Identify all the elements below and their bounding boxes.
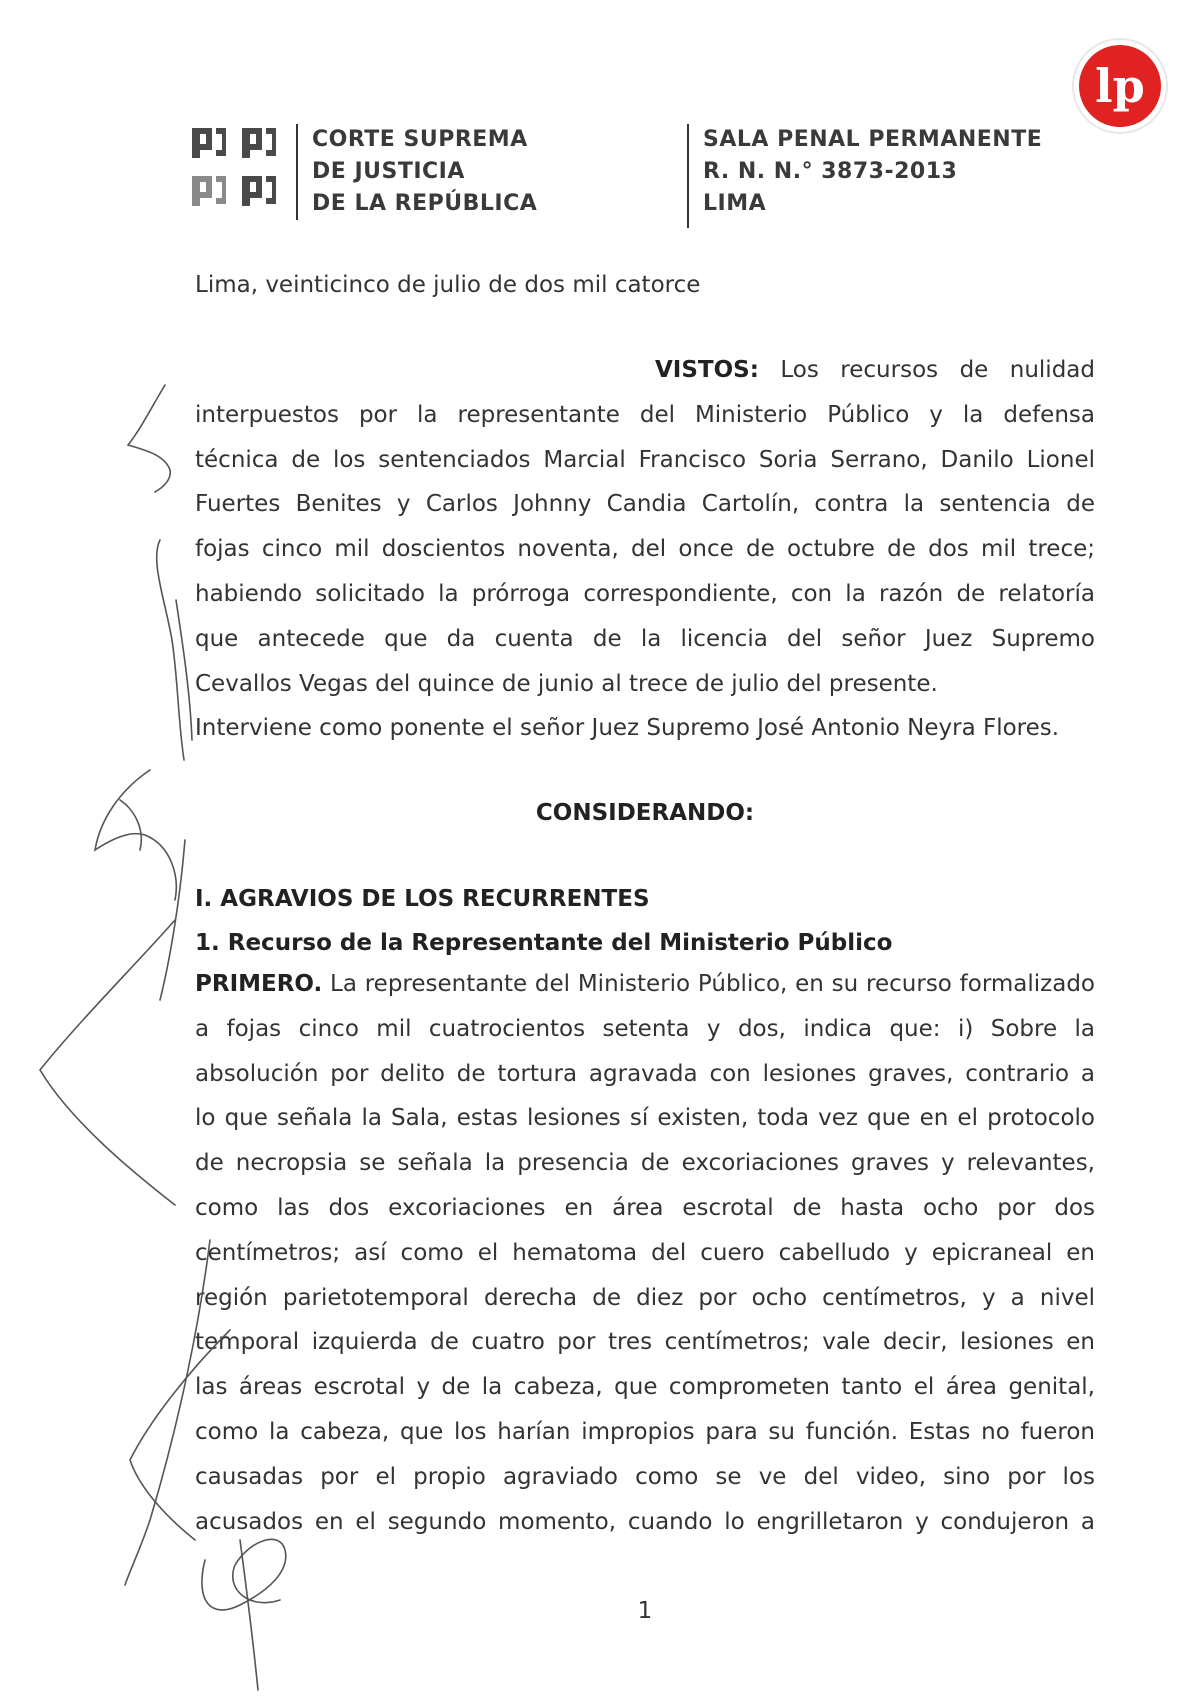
section-title: I. AGRAVIOS DE LOS RECURRENTES (195, 886, 650, 912)
paragraph-line: absolución por delito de tortura agravada con lesiones graves, contrario a (195, 1060, 1095, 1087)
header-divider-left (296, 124, 298, 220)
line-text: Los recursos de nulidad (780, 357, 1095, 383)
paragraph-line: las áreas escrotal y de la cabeza, que comprometen tanto el área genital, (195, 1374, 1095, 1401)
subsection-title: 1. Recurso de la Representante del Ministerio Público (195, 930, 893, 956)
case-city: LIMA (703, 191, 767, 216)
paragraph-line: acusados en el segundo momento, cuando lo engrilletaron y condujeron a (195, 1508, 1095, 1535)
paragraph-line: Fuertes Benites y Carlos Johnny Candia Cartolín, contra la sentencia de (195, 491, 1095, 518)
case-number: R. N. N.° 3873-2013 (703, 159, 958, 184)
lp-logo-icon (1070, 36, 1170, 136)
vistos-label: VISTOS: (655, 357, 759, 383)
paragraph-line: como la cabeza, que los harían impropios para su función. Estas no fueron (195, 1418, 1095, 1445)
vistos-paragraph (195, 348, 1095, 751)
paragraph-line: fojas cinco mil doscientos noventa, del once de octubre de dos mil trece; (195, 536, 1095, 563)
paragraph-line: causadas por el propio agraviado como se ve del video, sino por los (195, 1463, 1095, 1490)
paragraph-line (195, 348, 1095, 393)
page-number: 1 (637, 1598, 653, 1624)
court-name-line: DE JUSTICIA (312, 159, 465, 184)
lp-logo-text: lp (1095, 59, 1145, 113)
line-text: La representante del Ministerio Público, en su recurso formalizado (330, 971, 1096, 997)
court-logo-icon (190, 126, 290, 222)
paragraph-line: habiendo solicitado la prórroga correspondiente, con la razón de relatoría (195, 580, 1095, 607)
case-reference (703, 124, 1042, 220)
paragraph-line: de necropsia se señala la presencia de excoriaciones graves y relevantes, (195, 1150, 1095, 1177)
paragraph-line: temporal izquierda de cuatro por tres centímetros; vale decir, lesiones en (195, 1329, 1095, 1356)
paragraph-line (195, 962, 1095, 1007)
paragraph-line: técnica de los sentenciados Marcial Francisco Soria Serrano, Danilo Lionel (195, 446, 1095, 473)
paragraph-line: interpuestos por la representante del Ministerio Público y la defensa (195, 401, 1095, 428)
paragraph-line: como las dos excoriaciones en área escrotal de hasta ocho por dos (195, 1194, 1095, 1221)
chamber-name: SALA PENAL PERMANENTE (703, 127, 1043, 152)
paragraph-line: Cevallos Vegas del quince de junio al trece de julio del presente. (195, 670, 938, 697)
considerando-heading: CONSIDERANDO: (535, 800, 755, 826)
paragraph-line: región parietotemporal derecha de diez por ocho centímetros, y a nivel (195, 1284, 1095, 1311)
paragraph-line: centímetros; así como el hematoma del cuero cabelludo y epicraneal en (195, 1239, 1095, 1266)
paragraph-line: a fojas cinco mil cuatrocientos setenta y dos, indica que: i) Sobre la (195, 1015, 1095, 1042)
primero-label: PRIMERO. (195, 971, 323, 997)
date-line: Lima, veinticinco de julio de dos mil catorce (195, 272, 701, 298)
paragraph-line: que antecede que da cuenta de la licencia del señor Juez Supremo (195, 625, 1095, 652)
court-name-line: CORTE SUPREMA (312, 127, 528, 152)
court-name-line: DE LA REPÚBLICA (312, 191, 538, 216)
court-name (312, 124, 537, 220)
paragraph-line: Interviene como ponente el señor Juez Supremo José Antonio Neyra Flores. (195, 715, 1060, 742)
primero-paragraph (195, 962, 1095, 1544)
header-divider-right (687, 124, 689, 228)
paragraph-line: lo que señala la Sala, estas lesiones sí existen, toda vez que en el protocolo (195, 1105, 1095, 1132)
